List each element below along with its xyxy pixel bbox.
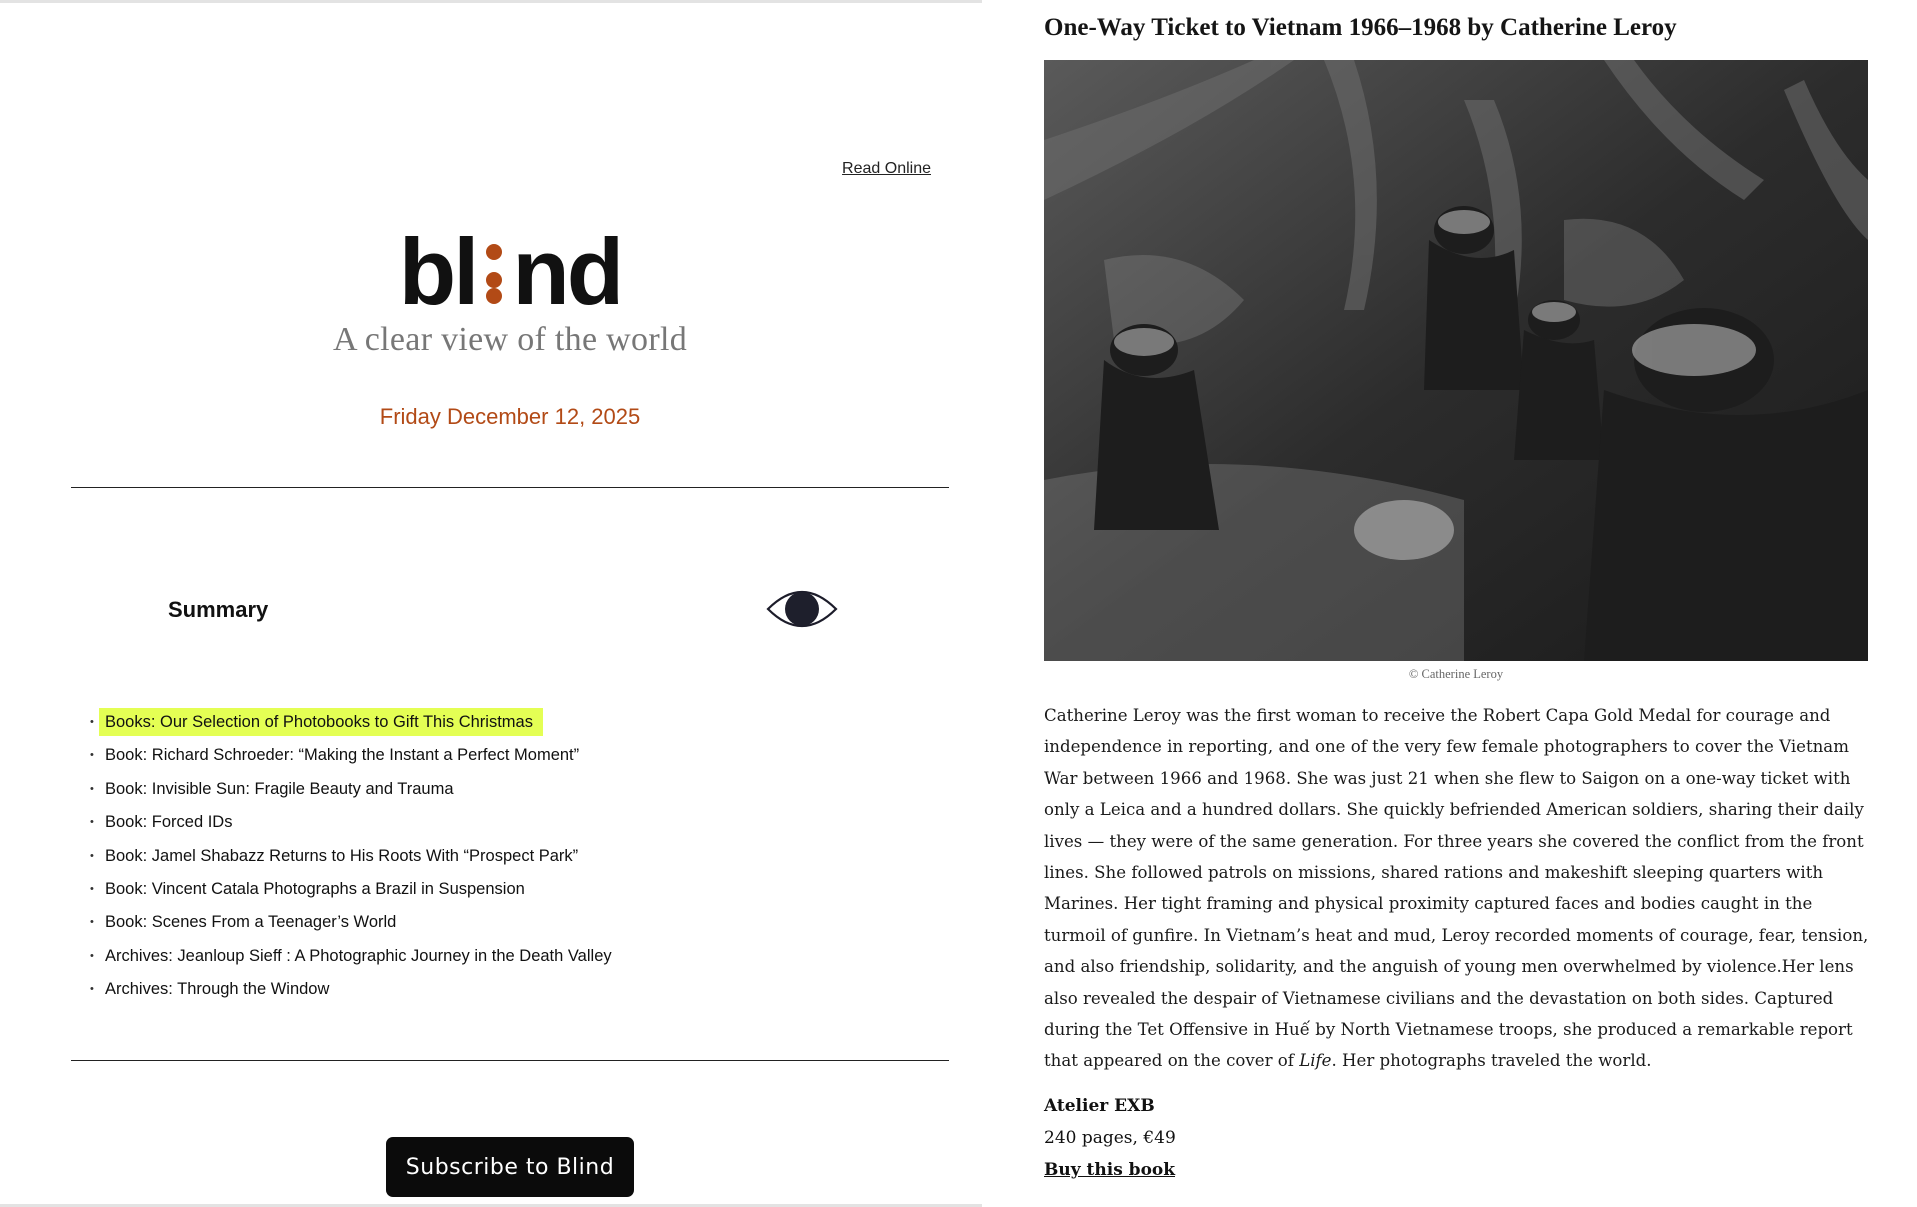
- read-online-link[interactable]: Read Online: [842, 160, 931, 177]
- summary-item: [90, 740, 612, 773]
- divider-top: [71, 487, 949, 488]
- publisher: Atelier EXB: [1044, 1096, 1155, 1116]
- logo-dots: [483, 244, 505, 304]
- book-details: 240 pages, €49: [1044, 1128, 1176, 1148]
- tagline: A clear view of the world: [333, 321, 687, 358]
- summary-link[interactable]: Book: Scenes From a Teenager’s World: [105, 913, 397, 932]
- blind-logo: bl nd: [398, 219, 622, 324]
- summary-link[interactable]: Book: Vincent Catala Photographs a Brazil in Suspension: [105, 879, 525, 898]
- summary-item: [90, 941, 612, 974]
- eye-icon: [766, 583, 838, 635]
- summary-item: [90, 774, 612, 807]
- summary-item: [90, 807, 612, 840]
- summary-item: [90, 874, 612, 907]
- summary-item: [90, 974, 612, 1007]
- summary-item: [90, 907, 612, 940]
- summary-link[interactable]: Archives: Jeanloup Sieff : A Photographic Journey in the Death Valley: [105, 946, 612, 965]
- logo-dot-lower: [486, 288, 502, 304]
- summary-link[interactable]: Archives: Through the Window: [105, 980, 330, 999]
- summary-link[interactable]: Book: Jamel Shabazz Returns to His Roots With “Prospect Park”: [105, 846, 579, 865]
- summary-link[interactable]: Books: Our Selection of Photobooks to Gift This Christmas: [99, 708, 543, 736]
- summary-item: [90, 707, 612, 740]
- summary-item: [90, 841, 612, 874]
- magazine-title: Life: [1299, 1051, 1332, 1071]
- logo-dot-middle: [486, 272, 502, 288]
- summary-heading: Summary: [168, 597, 269, 622]
- subscribe-button[interactable]: Subscribe to Blind: [386, 1137, 634, 1197]
- article-photo: [1044, 60, 1868, 661]
- article-title: One-Way Ticket to Vietnam 1966–1968 by Catherine Leroy: [1044, 14, 1677, 41]
- photo-caption: © Catherine Leroy: [1408, 667, 1504, 681]
- summary-link[interactable]: Book: Richard Schroeder: “Making the Instant a Perfect Moment”: [105, 746, 580, 765]
- summary-link[interactable]: Book: Forced IDs: [105, 813, 233, 832]
- divider-bottom: [71, 1060, 949, 1061]
- issue-date: Friday December 12, 2025: [379, 404, 641, 429]
- summary-list: [90, 707, 612, 1008]
- article-body: Catherine Leroy was the first woman to receive the Robert Capa Gold Medal for courage and independence in reporting, and one of the very few female photographers to cover the Vietnam War between 1966 and 1968. She was just 21 when she flew to Saigon on a one-way ticket with only a Leica and a hundred dollars. She quickly befriended American soldiers, sharing their daily lives — they were of the same generation. For three years she covered the conflict from the front lines. She followed patrols on missions, shared rations and makeshift sleeping quarters with Marines. Her tight framing and physical proximity captured faces and bodies caught in the turmoil of gunfire. In Vietnam’s heat and mud, Leroy recorded moments of courage, fear, tension, and also friendship, solidarity, and the anguish of young men overwhelmed by violence.Her lens also revealed the despair of Vietnamese civilians and the devastation on both sides. Captured during the Tet Offensive in Huế by North Vietnamese troops, she produced a remarkable report that appeared on the cover of Life. Her photographs traveled the world.: [1044, 706, 1869, 1071]
- logo-dot-upper: [486, 244, 502, 260]
- buy-book-link[interactable]: Buy this book: [1044, 1160, 1176, 1180]
- summary-link[interactable]: Book: Invisible Sun: Fragile Beauty and Trauma: [105, 779, 454, 798]
